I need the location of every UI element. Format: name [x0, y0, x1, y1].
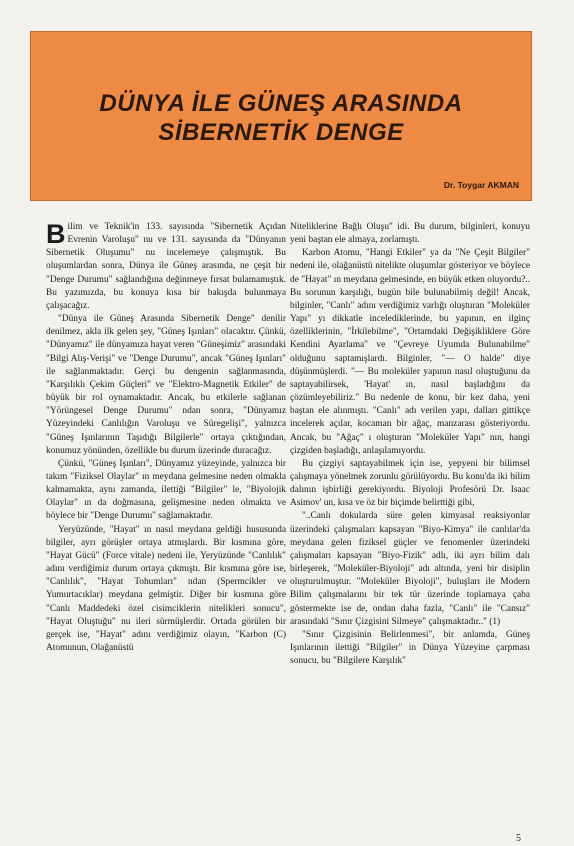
author-byline: Dr. Toygar AKMAN	[443, 180, 519, 190]
paragraph: Çünkü, "Güneş Işınları", Dünyamız yüzeyinde, yalnızca bir takım "Fiziksel Olaylar" ın meydana gelmesine neden olmakla kalmamakta, aynı zamanda, ilettiği "Bilgiler" le, "Biyolojik Olaylar" ın da doğmasına, gelişmesine neden olmakta ve böylece bir "Denge Durumu" sağlamaktadır.	[46, 458, 286, 522]
paragraph: "..Canlı dokularda süre gelen kimyasal reaksiyonlar üzerindeki çalışmaları kapsayan "Biyo-Kimya" ile canlılar'da meydana gelen fiziksel güçler ve fenomenler üzerindeki çalışmaları kapsayan "Biyo-Fizik" adlı, iki ayrı bilim dalı birleşerek, "Moleküler-Biyoloji" adı altında, yeni bir disiplin oluşturulmuştur. "Moleküler Biyoloji", buluşları ile Modern Bilim çalışmalarını bir tek tür üzerinde toplamaya çaba göstermekte ise de, ondan daha fazla, "Canlı" ile "Cansız" arasındaki "Sınır Çizgisini Silmeye" çalışmaktadır.." (1)	[290, 511, 530, 627]
paragraph: Niteliklerine Bağlı Oluşu" idi. Bu durum, bilginleri, konuyu yeni baştan ele almaya, zorlamıştı.	[290, 222, 530, 246]
left-column	[46, 221, 286, 655]
paragraph: Yeryüzünde, "Hayat" ın nasıl meydana geldiği hususunda bilgiler, ayrı görüşler ortaya atmışlardı. Bir kısmına göre, "Hayat Gücü" (Force vitale) nedeni ile, Yeryüzünde "Canlılık" adını verdiğimiz durum ortaya çıkmıştı. Bir kısmına göre ise, "Canlılık", "Hayat Tohumları" ndan (Spermcikler ve Yumurtacıklar) meydana gelmiştir. Diğer bir kısmına göre "Canlı Maddedeki özel cisimciklerin nitelikleri sonucu", "Hayat Oluştuğu" nu ileri sürmüşlerdir. Ortada görülen bir gerçek ise, "Hayat" adını verdiğimiz olayın, "Karbon (C) Atomunun, Olağanüstü	[46, 524, 286, 653]
drop-cap: B	[46, 219, 66, 249]
paragraph-text: ilim ve Teknik'in 133. sayısında "Sibernetik Açıdan Evrenin Varoluşu" nu ve 131. sayısında da "Dünyanın Sibernetik Oluşumu" nu incelemeye çalışmıştık. Bu oluşumlardan sonra, Dünya ile Güneş arasında, ne çeşit bir "Denge Durumu" sağlandığına değinmeye fırsat bulamamıştık. Bu yazımızda, bu konuya kısa bir bakışda bulunmaya çalışacağız.	[46, 222, 286, 311]
paragraph: "Sınır Çizgisinin Belirlenmesi", bir anlamda, Güneş Işınlarının ilettiği "Bilgiler" in Dünya Yüzeyine çarpması sonucu, bu "Bilgilere Karşılık"	[290, 629, 530, 667]
paragraph: Karbon Atomu, "Hangi Etkiler" ya da "Ne Çeşit Bilgiler" nedeni ile, olağanüstü nitelikte oluşumlar gösteriyor ve böylece de "Hayat" ın meydana gelmesinde, en büyük etken oluyordu?.. Bu sorunun karşılığı, bugün bile bulunabilmiş değil! Ancak, bilginler, "Canlı" adını verdiğimiz varlığı oluşturan "Moleküler Yapı" yı dikkatle incelediklerinde, bu yapının, en ilginç özelliklerinin, "İrkilebilme", "Ortamdaki Değişikliklere Göre Kendini Ayarlama" ve "Çevreye Uyumda Bulunabilme" olduğunu saptamışlardı. Bilginler, "— O halde" diye düşünmüşlerdi. "— Bu moleküler yapının nasıl oluştuğunu da saptayabilirsek, 'Hayat' ın, nasıl başladığını da çözümleyebiliriz." Bu nedenle de konu, bir kez daha, yeni baştan ele alınmıştı. "Canlı" adı verilen yapı, dalları gittikçe incelerek açılar, kocaman bir ağaç, manzarası gösteriyordu. Ancak, bu "Ağaç" ı oluşturan "Moleküler Yapı" nın, hangi çizgiden başladığı, anlaşılamıyordu.	[290, 248, 530, 456]
paragraph	[46, 221, 286, 313]
paragraph: Bu çizgiyi saptayabilmek için ise, yepyeni bir bilimsel çalışmaya yönelmek zorunlu görülüyordu. Bu konu'da iki bilim dalının işbirliği gerekiyordu. Biyoloji Profesörü Dr. Isaac Asimov' un, kısa ve öz bir biçimde belirttiği gibi,	[290, 458, 530, 509]
title-banner	[30, 31, 532, 201]
paragraph: "Dünya ile Güneş Arasında Sibernetik Denge" denilir denilmez, akla ilk gelen şey, "Güneş Işınları" olacaktır. Çünkü, "Dünyamız" ile dünyamıza hayat veren "Güneşimiz" arasındaki "Bilgi Alış-Verişi" ve "Denge Durumu", ancak "Güneş Işınları" ile sağlanmaktadır. Gerçi bu dengenin sağlanmasında, "Karşılıklı Çekim Güçleri" ve "Elektro-Magnetik Etkiler" de büyük bir rol oynamaktadır. Ancak, bu etkilerle sağlanan "Yörüngesel Denge Durumu" ndan sonra, "Dünyamız Yüzeyindeki Canlılığın Varoluşu ve Süregelişi", yalnızca "Güneş Işınlarının Taşıdığı Bilgilerle" ortaya çıktığından, konumuz yönünden, özellikle bu durum üzerinde duracağız.	[46, 314, 286, 456]
right-column	[290, 221, 530, 668]
title-line-1: DÜNYA İLE GÜNEŞ ARASINDA	[99, 90, 463, 117]
page-number: 5	[516, 833, 521, 844]
article-title	[31, 89, 531, 147]
title-line-2: SİBERNETİK DENGE	[158, 119, 404, 146]
